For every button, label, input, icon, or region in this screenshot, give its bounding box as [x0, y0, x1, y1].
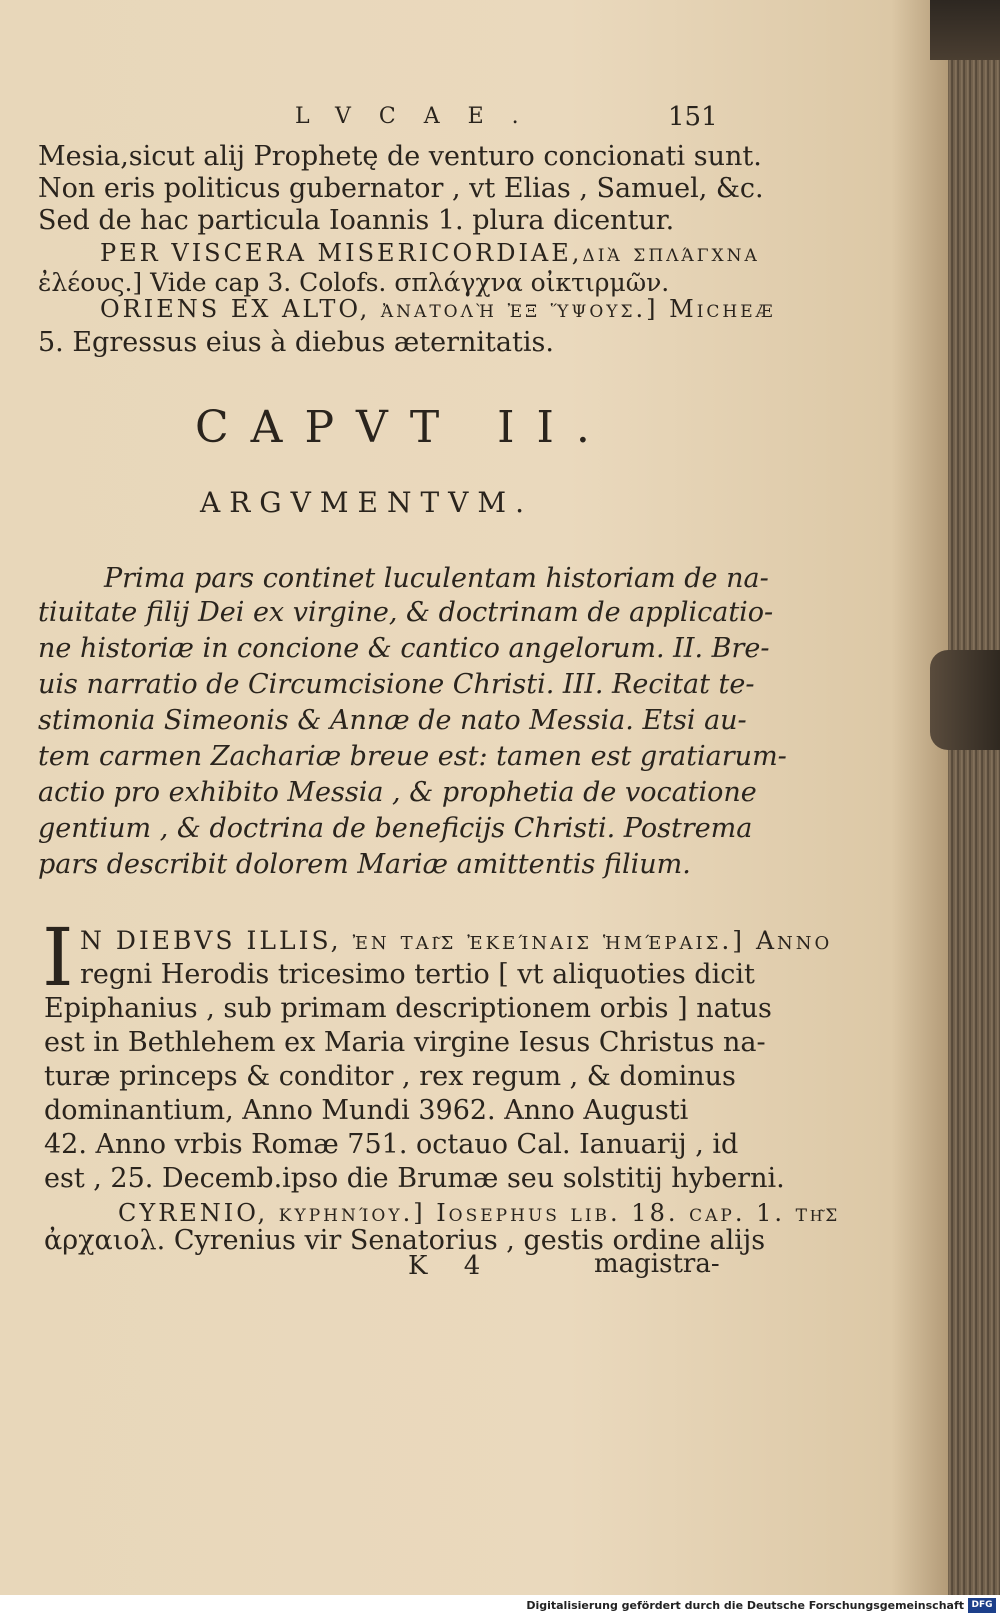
catchword: magistra- — [594, 1249, 720, 1279]
bookmark-tab — [930, 650, 1000, 750]
text-line: Epiphanius , sub primam descriptionem orbis ] natus — [44, 993, 772, 1024]
argument-line: Prima pars continet luculentam historiam de na- — [104, 563, 769, 594]
text-line: N DIEBVS ILLIS, ἐν ταῖς ἐκείναις ἡμέραις.] Anno — [80, 926, 833, 955]
argument-line: gentium , & doctrina de beneficijs Christi. Postrema — [38, 813, 753, 844]
text-line: est in Bethlehem ex Maria virgine Iesus Christus na- — [44, 1027, 766, 1058]
text-line: regni Herodis tricesimo tertio [ vt aliquoties dicit — [80, 959, 755, 990]
text-line: ἐλέους.] Vide cap 3. Colofs. σπλάγχνα οἰκτιρμῶν. — [38, 268, 670, 297]
argument-line: actio pro exhibito Messia , & prophetia de vocatione — [38, 777, 757, 808]
text-line: CYRENIO, κυρηνίου.] Iosephus lib. 18. cap. 1. τῆς — [118, 1199, 841, 1227]
signature-mark: K 4 — [408, 1251, 495, 1281]
argument-line: ne historiæ in concione & cantico angelorum. II. Bre- — [38, 633, 770, 664]
book-fore-edge — [948, 0, 1000, 1595]
text-line: ἀρχαιολ. Cyrenius vir Senatorius , gestis ordine alijs — [44, 1225, 766, 1256]
running-head: LVCAE. — [295, 104, 547, 129]
page-number: 151 — [668, 102, 718, 132]
text-line: PER VISCERA MISERICORDIAE,διὰ σπλάγχνα — [100, 239, 760, 267]
argument-line: tiuitate filij Dei ex virgine, & doctrinam de applicatio- — [38, 597, 774, 628]
text-line: dominantium, Anno Mundi 3962. Anno Augusti — [44, 1095, 689, 1126]
text-line: turæ princeps & conditor , rex regum , & dominus — [44, 1061, 736, 1092]
drop-cap: I — [42, 911, 74, 1004]
argument-line: stimonia Simeonis & Annæ de nato Messia. Etsi au- — [38, 705, 747, 736]
chapter-title: CAPVT II. — [195, 402, 612, 453]
text-line: Non eris politicus gubernator , vt Elias , Samuel, &c. — [38, 173, 764, 204]
argument-heading: ARGVMENTVM. — [200, 486, 533, 519]
argument-line: pars describit dolorem Mariæ amittentis filium. — [38, 849, 691, 880]
argument-line: uis narratio de Circumcisione Christi. III. Recitat te- — [38, 669, 755, 700]
text-line: Sed de hac particula Ioannis 1. plura dicentur. — [38, 205, 675, 236]
text-line: 42. Anno vrbis Romæ 751. octauo Cal. Ianuarij , id — [44, 1129, 739, 1160]
text-line: est , 25. Decemb.ipso die Brumæ seu solstitij hyberni. — [44, 1163, 785, 1194]
argument-line: tem carmen Zachariæ breue est: tamen est gratiarum- — [38, 741, 787, 772]
text-line: 5. Egressus eius à diebus æternitatis. — [38, 327, 554, 358]
footer-credit: Digitalisierung gefördert durch die Deutsche Forschungsgemeinschaft — [526, 1599, 964, 1612]
book-shadow — [930, 0, 1000, 60]
footer-bar — [0, 1595, 1000, 1617]
text-line: Mesia,sicut alij Prophetę de venturo concionati sunt. — [38, 141, 762, 172]
dfg-logo-icon: DFG — [968, 1598, 996, 1613]
text-line: ORIENS EX ALTO, ἀνατολὴ ἐξ ὕψους.] Micheæ — [100, 295, 776, 323]
